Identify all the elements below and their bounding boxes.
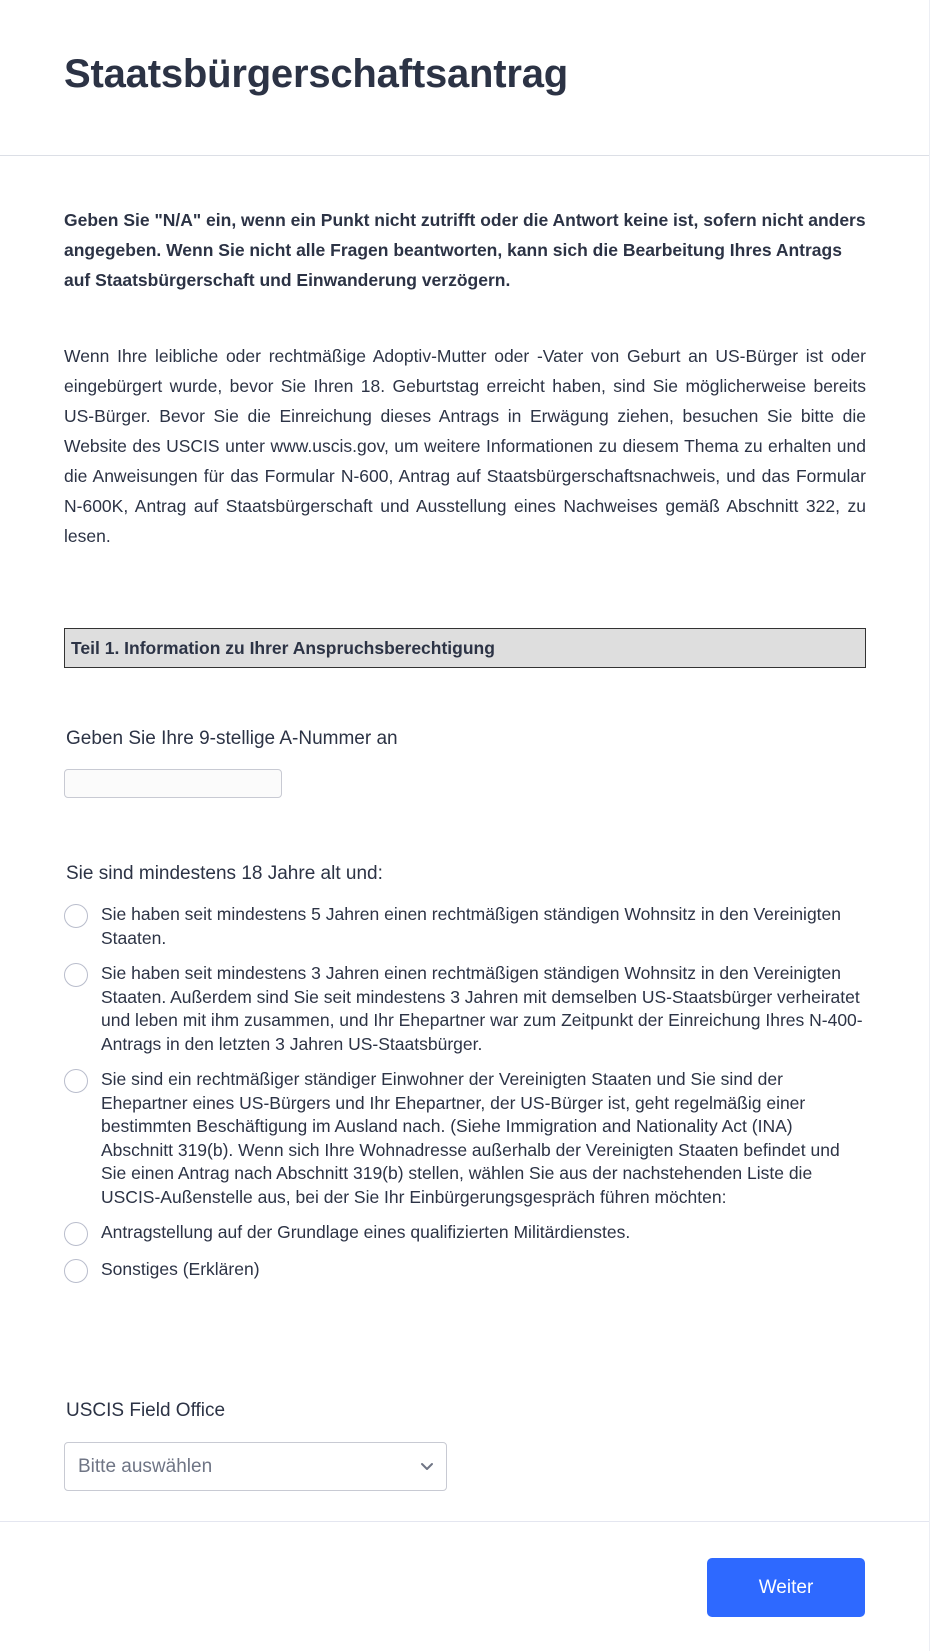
eligibility-option-military[interactable]	[64, 1221, 866, 1246]
eligibility-option-3-years-married[interactable]	[64, 962, 866, 1056]
radio-label: Sie haben seit mindestens 5 Jahren einen rechtmäßigen ständigen Wohnsitz in den Vereinigten Staaten.	[101, 904, 842, 948]
radio-button[interactable]	[64, 1069, 88, 1093]
radio-label: Antragstellung auf der Grundlage eines qualifizierten Militärdienstes.	[101, 1222, 631, 1242]
eligibility-option-5-years[interactable]	[64, 903, 866, 950]
a-number-label: Geben Sie Ihre 9-stellige A-Nummer an	[66, 728, 398, 749]
radio-label: Sie haben seit mindestens 3 Jahren einen rechtmäßigen ständigen Wohnsitz in den Vereinigten Staaten. Außerdem sind Sie seit mindestens 3 Jahren mit demselben US-Staatsbürger verheiratet und leben mit ihm zusammen, und Ihr Ehepartner war zum Zeitpunkt der Einreichung Ihres N-400-Antrags in den letzten 3 Jahren US-Staatsbürger.	[101, 963, 863, 1054]
radio-button[interactable]	[64, 904, 88, 928]
a-number-input[interactable]	[64, 769, 282, 798]
eligibility-option-other[interactable]	[64, 1258, 866, 1283]
eligibility-option-319b[interactable]	[64, 1068, 866, 1209]
eligibility-label: Sie sind mindestens 18 Jahre alt und:	[66, 863, 383, 884]
field-office-select[interactable]	[64, 1442, 447, 1491]
intro-paragraph: Wenn Ihre leibliche oder rechtmäßige Adoptiv-Mutter oder -Vater von Geburt an US-Bürger ist oder eingebürgert wurde, bevor Sie Ihren 18. Geburtstag erreicht haben, sind Sie möglicherweise bereits US-Bürger. Bevor Sie die Einreichung dieses Antrags in Erwägung ziehen, besuchen Sie bitte die Website des USCIS unter www.uscis.gov, um weitere Informationen zu diesem Thema zu erhalten und die Anweisungen für das Formular N-600, Antrag auf Staatsbürgerschaftsnachweis, und das Formular N-600K, Antrag auf Staatsbürgerschaft und Ausstellung eines Nachweises gemäß Abschnitt 322, zu lesen.	[64, 346, 866, 546]
radio-button[interactable]	[64, 1222, 88, 1246]
eligibility-radio-group	[64, 903, 866, 1295]
section-title: Teil 1. Information zu Ihrer Anspruchsberechtigung	[71, 637, 495, 658]
next-button[interactable]: Weiter	[707, 1558, 865, 1617]
radio-label: Sonstiges (Erklären)	[101, 1259, 260, 1279]
field-office-selected-value: Bitte auswählen	[78, 1455, 213, 1477]
form-header	[0, 0, 929, 156]
section-header	[64, 628, 866, 668]
field-office-label: USCIS Field Office	[66, 1400, 226, 1421]
form-footer	[0, 1521, 929, 1651]
radio-button[interactable]	[64, 963, 88, 987]
page-title: Staatsbürgerschaftsantrag	[64, 52, 569, 96]
na-notice: Geben Sie "N/A" ein, wenn ein Punkt nicht zutrifft oder die Antwort keine ist, sofern nicht anders angegeben. Wenn Sie nicht alle Fragen beantworten, kann sich die Bearbeitung Ihres Antrags auf Staatsbürgerschaft und Einwanderung verzögern.	[64, 210, 866, 290]
radio-button[interactable]	[64, 1259, 88, 1283]
radio-label: Sie sind ein rechtmäßiger ständiger Einwohner der Vereinigten Staaten und Sie sind der Ehepartner eines US-Bürgers und Ihr Ehepartner, der US-Bürger ist, geht regelmäßig einer bestimmten Beschäftigung im Ausland nach. (Siehe Immigration and Nationality Act (INA) Abschnitt 319(b). Wenn sich Ihre Wohnadresse außerhalb der Vereinigten Staaten befindet und Sie einen Antrag nach Abschnitt 319(b) stellen, wählen Sie aus der nachstehenden Liste die USCIS-Außenstelle aus, bei der Sie Ihr Einbürgerungsgespräch führen möchten:	[101, 1069, 840, 1207]
chevron-down-icon	[418, 1457, 436, 1475]
